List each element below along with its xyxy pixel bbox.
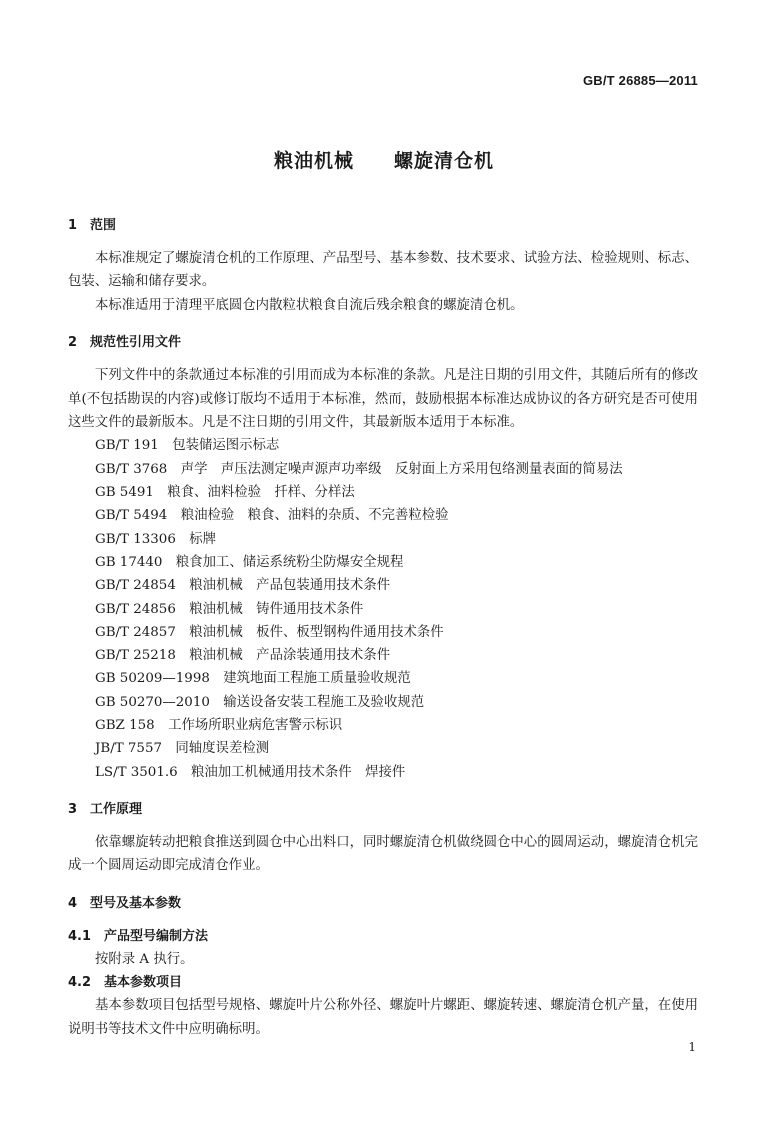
section-2-intro: 下列文件中的条款通过本标准的引用而成为本标准的条款。凡是注日期的引用文件，其随后所有的修改单(不包括勘误的内容)或修订版均不适用于本标准，然而，鼓励根据本标准达成协议的各方研究是否可使用这些文件的最新版本。凡是不注日期的引用文件，其最新版本适用于本标准。 bbox=[68, 368, 698, 431]
subsection-4-1-heading bbox=[68, 925, 698, 948]
reference-code: GB 50270—2010 bbox=[95, 694, 210, 710]
reference-title: 工作场所职业病危害警示标识 bbox=[168, 718, 343, 733]
section-title: 规范性引用文件 bbox=[90, 335, 182, 351]
reference-item bbox=[68, 598, 698, 621]
reference-item bbox=[68, 761, 698, 784]
title-part-2: 螺旋清仓机 bbox=[394, 150, 495, 172]
reference-item bbox=[68, 714, 698, 737]
subsection-number: 4.1 bbox=[68, 928, 92, 944]
document-body bbox=[68, 214, 698, 1041]
section-title: 工作原理 bbox=[90, 801, 143, 817]
reference-item bbox=[68, 551, 698, 574]
section-title: 型号及基本参数 bbox=[90, 895, 182, 911]
section-3-paragraph-1: 依靠螺旋转动把粮食推送到圆仓中心出料口，同时螺旋清仓机做绕圆仓中心的圆周运动，螺旋清仓机完成一个圆周运动即完成清仓作业。 bbox=[68, 834, 698, 874]
reference-code: GB 50209—1998 bbox=[95, 671, 210, 687]
reference-title: 粮食加工、储运系统粉尘防爆安全规程 bbox=[175, 554, 404, 570]
subsection-title: 基本参数项目 bbox=[104, 975, 183, 991]
section-number: 2 bbox=[68, 335, 78, 351]
subsection-title: 产品型号编制方法 bbox=[104, 928, 209, 944]
reference-item bbox=[68, 504, 698, 527]
document-title bbox=[0, 146, 768, 173]
reference-title: 标牌 bbox=[189, 531, 217, 547]
section-1-heading bbox=[68, 214, 698, 237]
reference-code: GBZ 158 bbox=[95, 718, 155, 733]
reference-title: 建筑地面工程施工质量验收规范 bbox=[223, 671, 411, 687]
reference-item bbox=[68, 528, 698, 551]
section-title: 范围 bbox=[90, 218, 117, 233]
subsection-number: 4.2 bbox=[68, 975, 92, 991]
reference-code: GB/T 24854 bbox=[95, 578, 176, 594]
reference-code: GB 17440 bbox=[95, 554, 163, 570]
reference-code: GB/T 24856 bbox=[95, 601, 176, 617]
reference-item bbox=[68, 434, 698, 457]
reference-list bbox=[68, 434, 698, 783]
reference-code: GB/T 3768 bbox=[95, 461, 168, 477]
reference-title: 粮油检验 粮食、油料的杂质、不完善粒检验 bbox=[180, 508, 449, 524]
section-number: 3 bbox=[68, 801, 78, 817]
reference-code: GB 5491 bbox=[95, 485, 154, 501]
reference-item bbox=[68, 691, 698, 714]
reference-code: GB/T 191 bbox=[95, 438, 159, 454]
section-number: 1 bbox=[68, 218, 78, 233]
reference-item bbox=[68, 574, 698, 597]
section-1-paragraph-1: 本标准规定了螺旋清仓机的工作原理、产品型号、基本参数、技术要求、试验方法、检验规则、标志、包装、运输和储存要求。 bbox=[68, 251, 698, 290]
reference-code: JB/T 7557 bbox=[95, 741, 162, 757]
reference-title: 粮油加工机械通用技术条件 焊接件 bbox=[191, 764, 406, 780]
reference-title: 粮油机械 产品包装通用技术条件 bbox=[189, 578, 391, 594]
section-4-heading bbox=[68, 892, 698, 915]
section-number: 4 bbox=[68, 895, 78, 911]
reference-item bbox=[68, 644, 698, 667]
section-3-heading bbox=[68, 798, 698, 821]
reference-title: 声学 声压法测定噪声源声功率级 反射面上方采用包络测量表面的简易法 bbox=[180, 461, 623, 477]
reference-item bbox=[68, 667, 698, 690]
reference-title: 粮油机械 产品涂装通用技术条件 bbox=[189, 648, 391, 664]
reference-code: LS/T 3501.6 bbox=[95, 764, 178, 780]
reference-title: 粮食、油料检验 扦样、分样法 bbox=[167, 485, 355, 501]
reference-item bbox=[68, 481, 698, 504]
subsection-4-2-paragraph: 基本参数项目包括型号规格、螺旋叶片公称外径、螺旋叶片螺距、螺旋转速、螺旋清仓机产量，在使用说明书等技术文件中应明确标明。 bbox=[68, 998, 698, 1037]
reference-title: 粮油机械 板件、板型钢构件通用技术条件 bbox=[189, 624, 444, 640]
reference-title: 粮油机械 铸件通用技术条件 bbox=[189, 601, 364, 617]
reference-title: 包装储运图示标志 bbox=[172, 438, 280, 454]
title-part-1: 粮油机械 bbox=[273, 150, 354, 172]
standard-code: GB/T 26885—2011 bbox=[582, 73, 698, 88]
reference-item bbox=[68, 458, 698, 481]
page-number: 1 bbox=[688, 1040, 696, 1054]
reference-title: 输送设备安装工程施工及验收规范 bbox=[223, 694, 425, 710]
section-2-heading bbox=[68, 331, 698, 354]
reference-code: GB/T 5494 bbox=[95, 508, 168, 524]
reference-item bbox=[68, 737, 698, 760]
subsection-4-1-paragraph: 按附录 A 执行。 bbox=[95, 951, 194, 967]
reference-title: 同轴度误差检测 bbox=[175, 741, 270, 757]
reference-code: GB/T 13306 bbox=[95, 531, 176, 547]
reference-item bbox=[68, 621, 698, 644]
reference-code: GB/T 24857 bbox=[95, 624, 176, 640]
section-1-paragraph-2: 本标准适用于清理平底圆仓内散粒状粮食自流后残余粮食的螺旋清仓机。 bbox=[95, 297, 524, 313]
reference-code: GB/T 25218 bbox=[95, 648, 176, 664]
subsection-4-2-heading bbox=[68, 971, 698, 994]
